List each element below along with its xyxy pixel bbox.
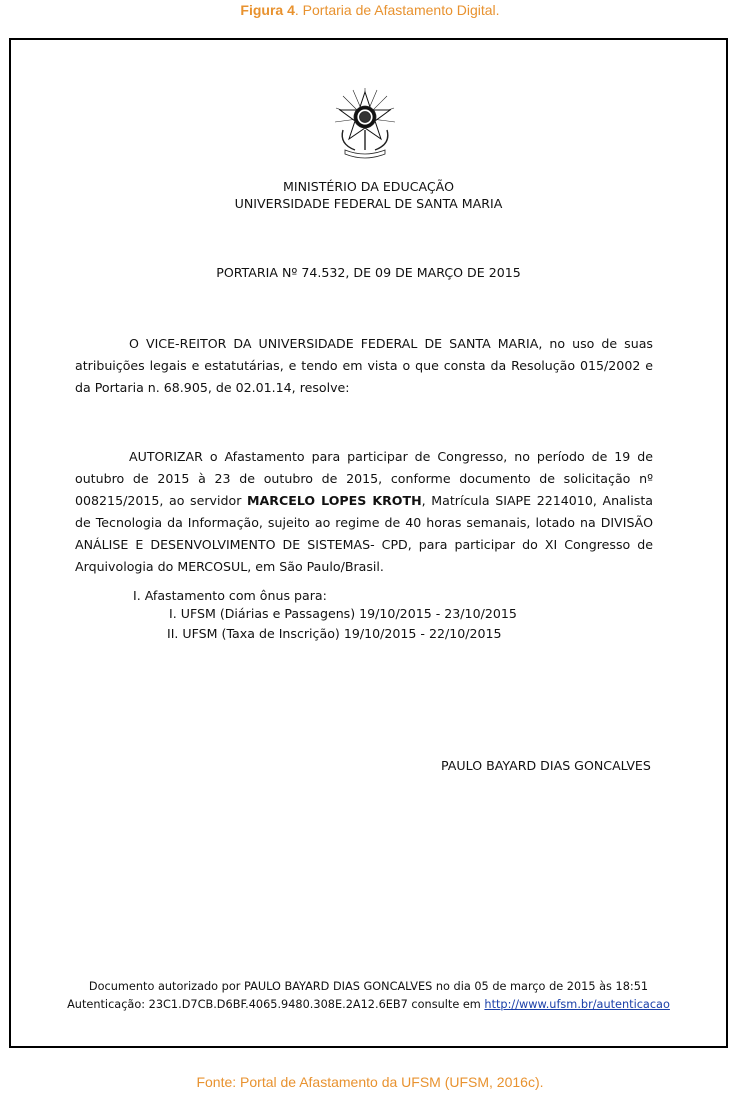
list-sub-item-1: I. UFSM (Diárias e Passagens) 19/10/2015 - 23/10/2015	[169, 606, 517, 621]
signer-name: PAULO BAYARD DIAS GONCALVES	[441, 758, 651, 773]
figure-label: Figura 4	[240, 2, 295, 18]
brazil-coat-of-arms-icon	[333, 86, 397, 160]
authorization-intro: AUTORIZAR o Afastamento para participar de Congresso, no período de 19 de outubro de 2015 à 23 de outubro de 2015, conforme documento de solicitação nº 008215/2015, ao servidor	[75, 449, 653, 508]
list-main-item: I. Afastamento com ônus para:	[133, 588, 327, 603]
figure-caption-text: . Portaria de Afastamento Digital.	[294, 2, 500, 18]
paragraph-authorization	[75, 446, 653, 578]
authorization-details: , Matrícula SIAPE 2214010, Analista de Tecnologia da Informação, sujeito ao regime de 40 horas semanais, lotado na DIVISÃO ANÁLISE E DESENVOLVIMENTO DE SISTEMAS- CPD, para participar do XI Congresso de Arquivologia do MERCOSUL, em São Paulo/Brasil.	[75, 493, 653, 574]
ministry-name: MINISTÉRIO DA EDUCAÇÃO	[283, 179, 454, 194]
source-caption: Fonte: Portal de Afastamento da UFSM (UFSM, 2016c).	[196, 1074, 544, 1090]
footer-authorization: Documento autorizado por PAULO BAYARD DIAS GONCALVES no dia 05 de março de 2015 às 18:51	[88, 980, 649, 993]
paragraph-resolve: O VICE-REITOR DA UNIVERSIDADE FEDERAL DE SANTA MARIA, no uso de suas atribuições legais e estatutárias, e tendo em vista o que consta da Resolução 015/2002 e da Portaria n. 68.905, de 02.01.14, resolve:	[75, 336, 653, 395]
authentication-code: Autenticação: 23C1.D7CB.D6BF.4065.9480.308E.2A12.6EB7 consulte em	[67, 998, 485, 1011]
list-sub-item-2: II. UFSM (Taxa de Inscrição) 19/10/2015 - 22/10/2015	[167, 626, 502, 641]
portaria-title: PORTARIA Nº 74.532, DE 09 DE MARÇO DE 2015	[216, 265, 521, 280]
university-name: UNIVERSIDADE FEDERAL DE SANTA MARIA	[234, 196, 503, 211]
figure-caption	[0, 2, 740, 18]
servant-name: MARCELO LOPES KROTH	[247, 493, 422, 508]
document-frame	[9, 38, 728, 1048]
footer-authentication	[11, 996, 726, 1014]
authentication-link[interactable]: http://www.ufsm.br/autenticacao	[484, 998, 670, 1011]
